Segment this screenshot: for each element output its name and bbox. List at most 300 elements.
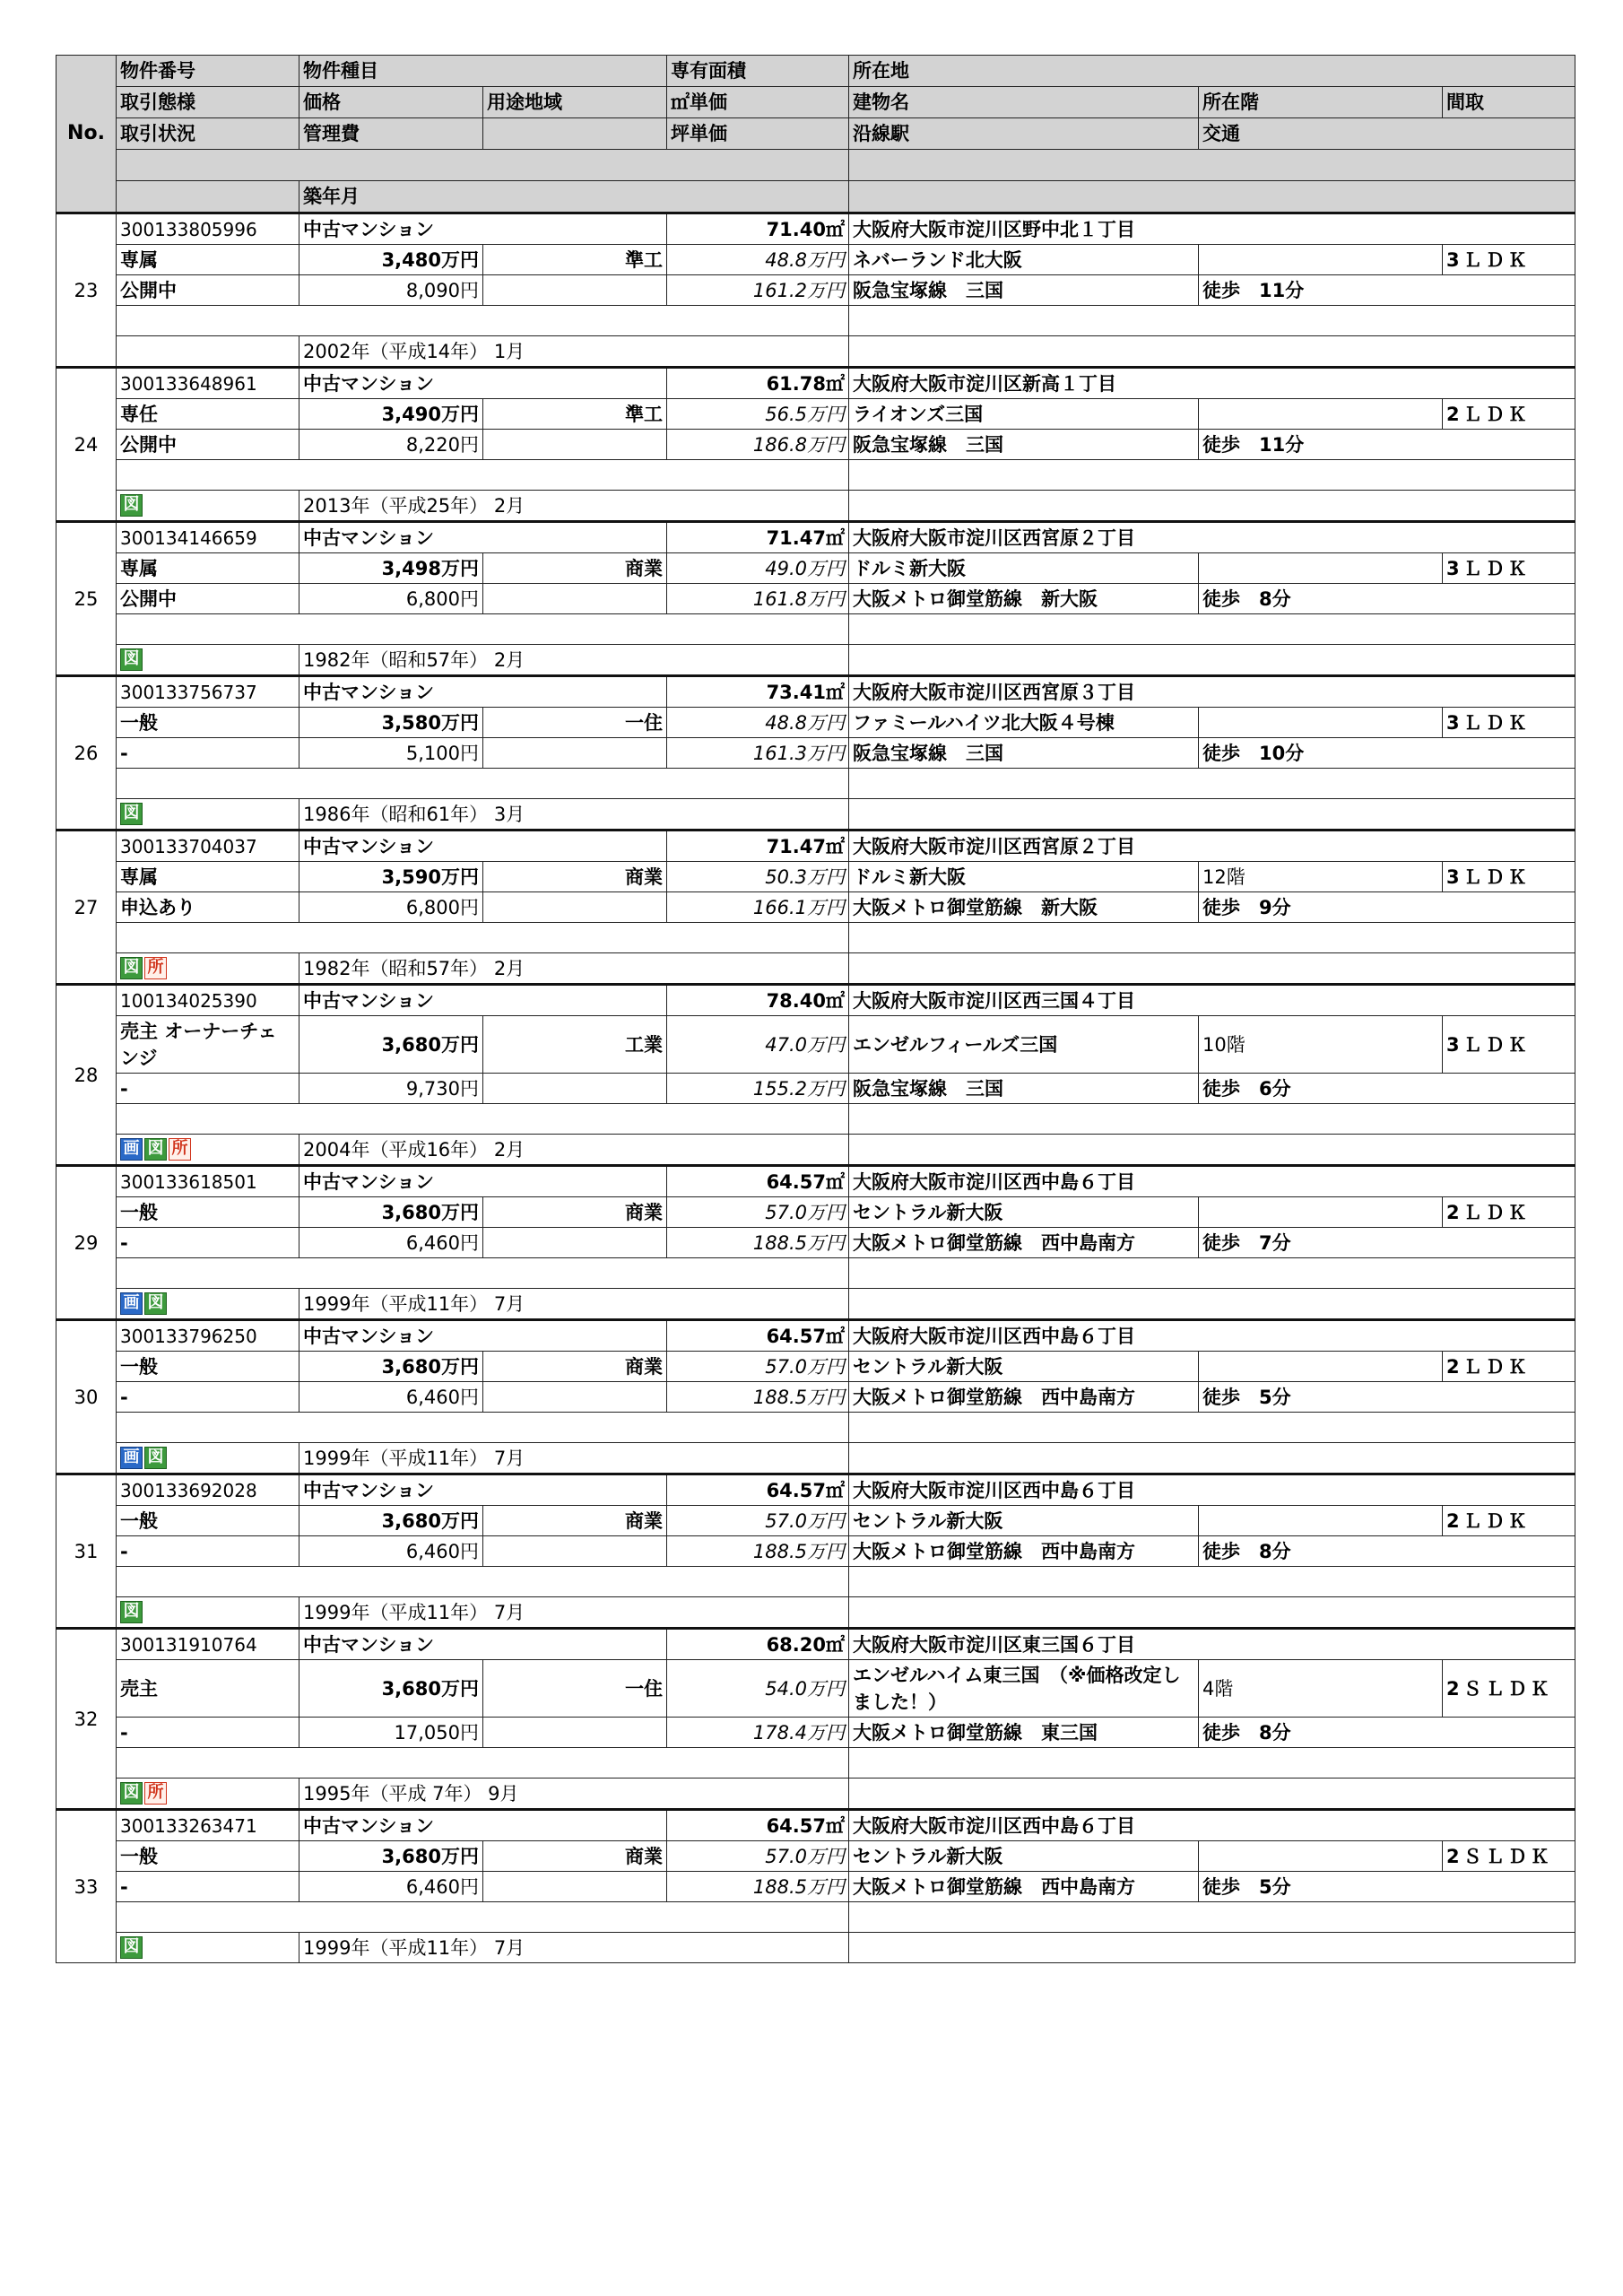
header-property-type: 物件種目 bbox=[299, 56, 667, 87]
property-number: 300133648961 bbox=[117, 368, 299, 399]
property-row bbox=[56, 769, 1575, 799]
layout: 3ＬＤＫ bbox=[1443, 245, 1575, 275]
building-name: セントラル新大阪 bbox=[849, 1841, 1199, 1872]
header-zoning: 用途地域 bbox=[483, 87, 667, 118]
header-blank bbox=[849, 150, 1575, 181]
management-fee: 6,460円 bbox=[299, 1872, 483, 1902]
blank-cell bbox=[849, 1413, 1575, 1443]
badge-zu-icon[interactable]: 図 bbox=[120, 1936, 143, 1959]
price-per-sqm: 48.8万円 bbox=[667, 708, 849, 738]
header-transaction-mode: 取引態様 bbox=[117, 87, 299, 118]
badge-zu-icon[interactable]: 図 bbox=[120, 648, 143, 671]
property-no: 25 bbox=[56, 522, 117, 676]
header-exclusive-area: 専有面積 bbox=[667, 56, 849, 87]
property-row bbox=[56, 553, 1575, 584]
property-no: 29 bbox=[56, 1166, 117, 1320]
property-number: 100134025390 bbox=[117, 985, 299, 1016]
management-fee: 8,090円 bbox=[299, 275, 483, 306]
property-row bbox=[56, 275, 1575, 306]
blank-cell bbox=[849, 953, 1575, 985]
badge-zu-icon[interactable]: 図 bbox=[120, 957, 143, 979]
transaction-mode: 一般 bbox=[117, 1841, 299, 1872]
access: 徒歩 11分 bbox=[1199, 430, 1575, 460]
line-station: 大阪メトロ御堂筋線 新大阪 bbox=[849, 584, 1199, 614]
header-building-name: 建物名 bbox=[849, 87, 1199, 118]
property-row bbox=[56, 460, 1575, 491]
layout: 2ＬＤＫ bbox=[1443, 1506, 1575, 1536]
blank-cell bbox=[483, 1718, 667, 1748]
blank-cell bbox=[849, 1567, 1575, 1597]
transaction-status: - bbox=[117, 738, 299, 769]
built-date: 1982年（昭和57年） 2月 bbox=[299, 645, 849, 676]
price-per-tsubo: 188.5万円 bbox=[667, 1228, 849, 1258]
price-per-tsubo: 178.4万円 bbox=[667, 1718, 849, 1748]
property-type: 中古マンション bbox=[299, 1474, 667, 1506]
header-layout: 間取 bbox=[1443, 87, 1575, 118]
building-name: ライオンズ三国 bbox=[849, 399, 1199, 430]
property-row bbox=[56, 1779, 1575, 1810]
floor bbox=[1199, 1197, 1443, 1228]
blank-cell bbox=[849, 1779, 1575, 1810]
property-no: 27 bbox=[56, 831, 117, 985]
line-station: 大阪メトロ御堂筋線 西中島南方 bbox=[849, 1872, 1199, 1902]
address: 大阪府大阪市淀川区西宮原３丁目 bbox=[849, 676, 1575, 708]
building-name: セントラル新大阪 bbox=[849, 1506, 1199, 1536]
exclusive-area: 68.20㎡ bbox=[667, 1629, 849, 1660]
price-per-tsubo: 188.5万円 bbox=[667, 1536, 849, 1567]
property-row bbox=[56, 1443, 1575, 1474]
transaction-mode: 一般 bbox=[117, 708, 299, 738]
property-row bbox=[56, 1597, 1575, 1629]
property-no: 23 bbox=[56, 213, 117, 368]
property-row bbox=[56, 1718, 1575, 1748]
built-date: 1986年（昭和61年） 3月 bbox=[299, 799, 849, 831]
layout: 2ＬＤＫ bbox=[1443, 399, 1575, 430]
badge-cell bbox=[117, 1135, 299, 1166]
zoning: 準工 bbox=[483, 245, 667, 275]
blank-cell bbox=[117, 1104, 849, 1135]
badge-cell bbox=[117, 645, 299, 676]
line-station: 阪急宝塚線 三国 bbox=[849, 1074, 1199, 1104]
property-row bbox=[56, 1228, 1575, 1258]
transaction-status: 公開中 bbox=[117, 275, 299, 306]
access: 徒歩 5分 bbox=[1199, 1382, 1575, 1413]
layout: 2ＬＤＫ bbox=[1443, 1197, 1575, 1228]
built-date: 2004年（平成16年） 2月 bbox=[299, 1135, 849, 1166]
price-per-sqm: 57.0万円 bbox=[667, 1197, 849, 1228]
line-station: 大阪メトロ御堂筋線 新大阪 bbox=[849, 892, 1199, 923]
property-row bbox=[56, 1289, 1575, 1320]
blank-cell bbox=[483, 1536, 667, 1567]
table-body bbox=[56, 213, 1575, 1963]
blank-cell bbox=[849, 1258, 1575, 1289]
access: 徒歩 6分 bbox=[1199, 1074, 1575, 1104]
price-per-tsubo: 161.3万円 bbox=[667, 738, 849, 769]
floor bbox=[1199, 245, 1443, 275]
property-row bbox=[56, 1258, 1575, 1289]
layout: 3ＬＤＫ bbox=[1443, 1016, 1575, 1074]
blank-cell bbox=[849, 799, 1575, 831]
badge-zu-icon[interactable]: 図 bbox=[144, 1447, 167, 1469]
price: 3,680万円 bbox=[299, 1197, 483, 1228]
property-row bbox=[56, 1872, 1575, 1902]
badge-cell bbox=[117, 1933, 299, 1963]
property-no: 32 bbox=[56, 1629, 117, 1810]
property-type: 中古マンション bbox=[299, 985, 667, 1016]
layout: 3ＬＤＫ bbox=[1443, 708, 1575, 738]
header-blank bbox=[483, 118, 667, 150]
blank-cell bbox=[117, 1413, 849, 1443]
badge-sho-icon[interactable]: 所 bbox=[144, 1782, 167, 1805]
property-row bbox=[56, 399, 1575, 430]
zoning: 商業 bbox=[483, 1352, 667, 1382]
built-date: 2013年（平成25年） 2月 bbox=[299, 491, 849, 522]
property-no: 24 bbox=[56, 368, 117, 522]
zoning: 準工 bbox=[483, 399, 667, 430]
transaction-mode: 専属 bbox=[117, 862, 299, 892]
exclusive-area: 71.47㎡ bbox=[667, 522, 849, 553]
access: 徒歩 11分 bbox=[1199, 275, 1575, 306]
line-station: 阪急宝塚線 三国 bbox=[849, 430, 1199, 460]
transaction-status: 公開中 bbox=[117, 430, 299, 460]
building-name: エンゼルハイム東三国 （※価格改定しました！） bbox=[849, 1660, 1199, 1718]
zoning: 商業 bbox=[483, 1506, 667, 1536]
price: 3,680万円 bbox=[299, 1352, 483, 1382]
property-row bbox=[56, 1536, 1575, 1567]
transaction-status: - bbox=[117, 1382, 299, 1413]
price: 3,580万円 bbox=[299, 708, 483, 738]
blank-cell bbox=[849, 1902, 1575, 1933]
transaction-mode: 専任 bbox=[117, 399, 299, 430]
blank-cell bbox=[849, 1933, 1575, 1963]
zoning: 一住 bbox=[483, 1660, 667, 1718]
property-row bbox=[56, 1660, 1575, 1718]
address: 大阪府大阪市淀川区西中島６丁目 bbox=[849, 1810, 1575, 1841]
property-row bbox=[56, 1016, 1575, 1074]
blank-cell bbox=[849, 1597, 1575, 1629]
badge-ga-icon[interactable]: 画 bbox=[120, 1292, 143, 1315]
address: 大阪府大阪市淀川区西中島６丁目 bbox=[849, 1320, 1575, 1352]
transaction-mode: 一般 bbox=[117, 1506, 299, 1536]
address: 大阪府大阪市淀川区新高１丁目 bbox=[849, 368, 1575, 399]
property-row bbox=[56, 738, 1575, 769]
blank-cell bbox=[117, 1902, 849, 1933]
address: 大阪府大阪市淀川区東三国６丁目 bbox=[849, 1629, 1575, 1660]
exclusive-area: 78.40㎡ bbox=[667, 985, 849, 1016]
price: 3,680万円 bbox=[299, 1016, 483, 1074]
transaction-status: - bbox=[117, 1074, 299, 1104]
price-per-tsubo: 161.8万円 bbox=[667, 584, 849, 614]
property-row bbox=[56, 336, 1575, 368]
built-date: 1995年（平成 7年） 9月 bbox=[299, 1779, 849, 1810]
built-date: 1999年（平成11年） 7月 bbox=[299, 1289, 849, 1320]
price-per-sqm: 47.0万円 bbox=[667, 1016, 849, 1074]
header-blank bbox=[117, 181, 299, 213]
header-no: No. bbox=[56, 56, 117, 213]
management-fee: 6,460円 bbox=[299, 1228, 483, 1258]
transaction-status: 公開中 bbox=[117, 584, 299, 614]
exclusive-area: 64.57㎡ bbox=[667, 1810, 849, 1841]
badge-ga-icon[interactable]: 画 bbox=[120, 1447, 143, 1469]
property-type: 中古マンション bbox=[299, 213, 667, 245]
address: 大阪府大阪市淀川区西宮原２丁目 bbox=[849, 522, 1575, 553]
floor: 4階 bbox=[1199, 1660, 1443, 1718]
badge-cell bbox=[117, 1443, 299, 1474]
blank-cell bbox=[117, 614, 849, 645]
zoning: 商業 bbox=[483, 553, 667, 584]
property-row bbox=[56, 491, 1575, 522]
building-name: セントラル新大阪 bbox=[849, 1197, 1199, 1228]
zoning: 商業 bbox=[483, 1841, 667, 1872]
property-row bbox=[56, 306, 1575, 336]
line-station: 大阪メトロ御堂筋線 西中島南方 bbox=[849, 1228, 1199, 1258]
price-per-sqm: 49.0万円 bbox=[667, 553, 849, 584]
blank-cell bbox=[849, 645, 1575, 676]
badge-zu-icon[interactable]: 図 bbox=[120, 1782, 143, 1805]
floor: 10階 bbox=[1199, 1016, 1443, 1074]
building-name: エンゼルフィールズ三国 bbox=[849, 1016, 1199, 1074]
property-row bbox=[56, 831, 1575, 862]
property-row bbox=[56, 1197, 1575, 1228]
price-per-sqm: 54.0万円 bbox=[667, 1660, 849, 1718]
price-per-tsubo: 188.5万円 bbox=[667, 1382, 849, 1413]
blank-cell bbox=[483, 1228, 667, 1258]
built-date: 1999年（平成11年） 7月 bbox=[299, 1443, 849, 1474]
header-line-station: 沿線駅 bbox=[849, 118, 1199, 150]
blank-cell bbox=[483, 1074, 667, 1104]
building-name: ファミールハイツ北大阪４号棟 bbox=[849, 708, 1199, 738]
blank-cell bbox=[849, 1135, 1575, 1166]
blank-cell bbox=[849, 1443, 1575, 1474]
layout: 2ＳＬＤＫ bbox=[1443, 1841, 1575, 1872]
property-row bbox=[56, 1352, 1575, 1382]
floor: 12階 bbox=[1199, 862, 1443, 892]
property-type: 中古マンション bbox=[299, 676, 667, 708]
blank-cell bbox=[483, 1872, 667, 1902]
transaction-mode: 売主 bbox=[117, 1660, 299, 1718]
line-station: 大阪メトロ御堂筋線 東三国 bbox=[849, 1718, 1199, 1748]
property-number: 300133263471 bbox=[117, 1810, 299, 1841]
management-fee: 6,800円 bbox=[299, 892, 483, 923]
blank-cell bbox=[483, 275, 667, 306]
exclusive-area: 64.57㎡ bbox=[667, 1166, 849, 1197]
access: 徒歩 8分 bbox=[1199, 1718, 1575, 1748]
property-row bbox=[56, 1382, 1575, 1413]
header-price-per-tsubo: 坪単価 bbox=[667, 118, 849, 150]
property-type: 中古マンション bbox=[299, 1166, 667, 1197]
building-name: ネバーランド北大阪 bbox=[849, 245, 1199, 275]
blank-cell bbox=[117, 1567, 849, 1597]
price-per-tsubo: 166.1万円 bbox=[667, 892, 849, 923]
management-fee: 5,100円 bbox=[299, 738, 483, 769]
property-number: 300133805996 bbox=[117, 213, 299, 245]
price-per-tsubo: 155.2万円 bbox=[667, 1074, 849, 1104]
property-number: 300134146659 bbox=[117, 522, 299, 553]
built-date: 2002年（平成14年） 1月 bbox=[299, 336, 849, 368]
property-number: 300131910764 bbox=[117, 1629, 299, 1660]
transaction-mode: 一般 bbox=[117, 1197, 299, 1228]
address: 大阪府大阪市淀川区西三国４丁目 bbox=[849, 985, 1575, 1016]
access: 徒歩 8分 bbox=[1199, 1536, 1575, 1567]
price: 3,490万円 bbox=[299, 399, 483, 430]
access: 徒歩 5分 bbox=[1199, 1872, 1575, 1902]
badge-zu-icon[interactable]: 図 bbox=[120, 1601, 143, 1623]
property-row bbox=[56, 708, 1575, 738]
property-row bbox=[56, 1810, 1575, 1841]
blank-cell bbox=[117, 923, 849, 953]
property-no: 31 bbox=[56, 1474, 117, 1629]
blank-cell bbox=[849, 769, 1575, 799]
header-blank bbox=[117, 150, 849, 181]
exclusive-area: 61.78㎡ bbox=[667, 368, 849, 399]
property-row bbox=[56, 1135, 1575, 1166]
management-fee: 9,730円 bbox=[299, 1074, 483, 1104]
price-per-tsubo: 186.8万円 bbox=[667, 430, 849, 460]
address: 大阪府大阪市淀川区野中北１丁目 bbox=[849, 213, 1575, 245]
property-row bbox=[56, 1567, 1575, 1597]
price-per-tsubo: 188.5万円 bbox=[667, 1872, 849, 1902]
property-row bbox=[56, 1074, 1575, 1104]
property-row bbox=[56, 953, 1575, 985]
transaction-mode: 売主 オーナーチェンジ bbox=[117, 1016, 299, 1074]
exclusive-area: 71.47㎡ bbox=[667, 831, 849, 862]
price-per-sqm: 57.0万円 bbox=[667, 1841, 849, 1872]
property-row bbox=[56, 430, 1575, 460]
blank-cell bbox=[117, 1748, 849, 1779]
badge-ga-icon[interactable]: 画 bbox=[120, 1138, 143, 1161]
header-location: 所在地 bbox=[849, 56, 1575, 87]
header-built-date: 築年月 bbox=[299, 181, 849, 213]
transaction-status: - bbox=[117, 1872, 299, 1902]
floor bbox=[1199, 553, 1443, 584]
property-type: 中古マンション bbox=[299, 1810, 667, 1841]
property-row bbox=[56, 1413, 1575, 1443]
blank-cell bbox=[117, 1258, 849, 1289]
property-type: 中古マンション bbox=[299, 368, 667, 399]
property-number: 300133704037 bbox=[117, 831, 299, 862]
badge-sho-icon[interactable]: 所 bbox=[144, 957, 167, 979]
line-station: 阪急宝塚線 三国 bbox=[849, 275, 1199, 306]
exclusive-area: 71.40㎡ bbox=[667, 213, 849, 245]
address: 大阪府大阪市淀川区西中島６丁目 bbox=[849, 1474, 1575, 1506]
blank-cell bbox=[483, 738, 667, 769]
building-name: ドルミ新大阪 bbox=[849, 862, 1199, 892]
table-header bbox=[56, 56, 1575, 213]
transaction-status: - bbox=[117, 1536, 299, 1567]
badge-sho-icon[interactable]: 所 bbox=[169, 1138, 191, 1161]
blank-cell bbox=[483, 584, 667, 614]
price-per-sqm: 57.0万円 bbox=[667, 1506, 849, 1536]
blank-cell bbox=[117, 460, 849, 491]
header-access: 交通 bbox=[1199, 118, 1575, 150]
built-date: 1982年（昭和57年） 2月 bbox=[299, 953, 849, 985]
access: 徒歩 9分 bbox=[1199, 892, 1575, 923]
property-row bbox=[56, 1320, 1575, 1352]
badge-cell bbox=[117, 799, 299, 831]
header-blank bbox=[849, 181, 1575, 213]
header-management-fee: 管理費 bbox=[299, 118, 483, 150]
property-row bbox=[56, 892, 1575, 923]
badge-zu-icon[interactable]: 図 bbox=[144, 1138, 167, 1161]
layout: 2ＳＬＤＫ bbox=[1443, 1660, 1575, 1718]
blank-cell bbox=[483, 430, 667, 460]
building-name: セントラル新大阪 bbox=[849, 1352, 1199, 1382]
built-date: 1999年（平成11年） 7月 bbox=[299, 1933, 849, 1963]
building-name: ドルミ新大阪 bbox=[849, 553, 1199, 584]
badge-zu-icon[interactable]: 図 bbox=[144, 1292, 167, 1315]
property-row bbox=[56, 522, 1575, 553]
blank-cell bbox=[117, 769, 849, 799]
property-row bbox=[56, 645, 1575, 676]
property-listing-table bbox=[56, 55, 1575, 1963]
header-property-number: 物件番号 bbox=[117, 56, 299, 87]
blank-cell bbox=[849, 336, 1575, 368]
blank-cell bbox=[849, 306, 1575, 336]
blank-cell bbox=[849, 1748, 1575, 1779]
header-price-per-sqm: ㎡単価 bbox=[667, 87, 849, 118]
price: 3,590万円 bbox=[299, 862, 483, 892]
address: 大阪府大阪市淀川区西宮原２丁目 bbox=[849, 831, 1575, 862]
price: 3,498万円 bbox=[299, 553, 483, 584]
line-station: 大阪メトロ御堂筋線 西中島南方 bbox=[849, 1382, 1199, 1413]
blank-cell bbox=[849, 460, 1575, 491]
property-type: 中古マンション bbox=[299, 1320, 667, 1352]
floor bbox=[1199, 1506, 1443, 1536]
management-fee: 6,460円 bbox=[299, 1382, 483, 1413]
management-fee: 8,220円 bbox=[299, 430, 483, 460]
header-transaction-status: 取引状況 bbox=[117, 118, 299, 150]
price-per-tsubo: 161.2万円 bbox=[667, 275, 849, 306]
header-floor: 所在階 bbox=[1199, 87, 1443, 118]
address: 大阪府大阪市淀川区西中島６丁目 bbox=[849, 1166, 1575, 1197]
exclusive-area: 73.41㎡ bbox=[667, 676, 849, 708]
header-price: 価格 bbox=[299, 87, 483, 118]
blank-cell bbox=[483, 892, 667, 923]
property-row bbox=[56, 1841, 1575, 1872]
property-number: 300133692028 bbox=[117, 1474, 299, 1506]
blank-cell bbox=[117, 306, 849, 336]
blank-cell bbox=[849, 491, 1575, 522]
property-row bbox=[56, 1748, 1575, 1779]
property-no: 33 bbox=[56, 1810, 117, 1963]
badge-cell bbox=[117, 1597, 299, 1629]
property-row bbox=[56, 1629, 1575, 1660]
transaction-status: 申込あり bbox=[117, 892, 299, 923]
badge-zu-icon[interactable]: 図 bbox=[120, 803, 143, 825]
layout: 2ＬＤＫ bbox=[1443, 1352, 1575, 1382]
blank-cell bbox=[849, 614, 1575, 645]
transaction-mode: 専属 bbox=[117, 553, 299, 584]
transaction-mode: 専属 bbox=[117, 245, 299, 275]
badge-zu-icon[interactable]: 図 bbox=[120, 494, 143, 517]
property-row bbox=[56, 862, 1575, 892]
access: 徒歩 10分 bbox=[1199, 738, 1575, 769]
zoning: 商業 bbox=[483, 1197, 667, 1228]
blank-cell bbox=[849, 1104, 1575, 1135]
line-station: 大阪メトロ御堂筋線 西中島南方 bbox=[849, 1536, 1199, 1567]
price-per-sqm: 57.0万円 bbox=[667, 1352, 849, 1382]
floor bbox=[1199, 399, 1443, 430]
floor bbox=[1199, 1841, 1443, 1872]
property-type: 中古マンション bbox=[299, 1629, 667, 1660]
built-date: 1999年（平成11年） 7月 bbox=[299, 1597, 849, 1629]
zoning: 工業 bbox=[483, 1016, 667, 1074]
access: 徒歩 7分 bbox=[1199, 1228, 1575, 1258]
property-row bbox=[56, 923, 1575, 953]
blank-cell bbox=[849, 1289, 1575, 1320]
badge-cell bbox=[117, 1289, 299, 1320]
price-per-sqm: 56.5万円 bbox=[667, 399, 849, 430]
